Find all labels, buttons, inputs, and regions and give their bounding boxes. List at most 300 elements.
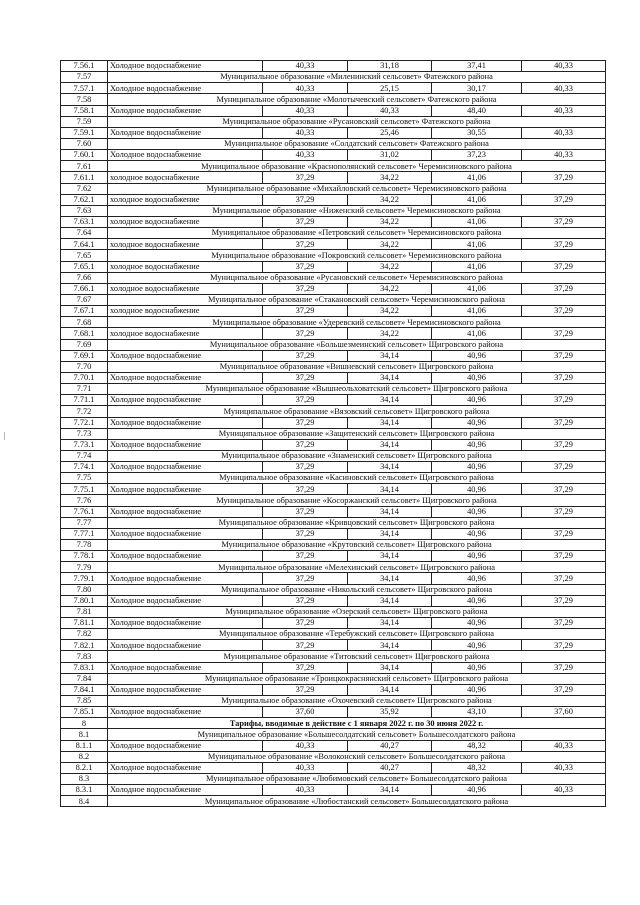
tariff-value-2: 40,33 xyxy=(348,105,432,116)
municipality-title: Муниципальное образование «Вишневский сельсовет» Щигровского района xyxy=(108,361,606,372)
tariff-value-1: 37,29 xyxy=(263,306,348,317)
row-number: 7.67.1 xyxy=(61,306,108,317)
tariff-value-4: 40,33 xyxy=(522,83,606,94)
tariff-value-4: 37,29 xyxy=(522,417,606,428)
tariff-value-4: 37,29 xyxy=(522,618,606,629)
row-number: 7.59 xyxy=(61,116,108,127)
tariff-row xyxy=(61,172,606,183)
tariff-value-4: 37,29 xyxy=(522,372,606,383)
row-number: 8.1 xyxy=(61,729,108,740)
tariff-value-4: 37,29 xyxy=(522,216,606,227)
municipality-row xyxy=(61,72,606,83)
service-name: Холодное водоснабжение xyxy=(108,127,263,138)
tariff-value-2: 31,18 xyxy=(348,61,432,72)
tariff-value-2: 34,14 xyxy=(348,417,432,428)
municipality-title: Муниципальное образование «Охочевский сельсовет» Щигровского района xyxy=(108,696,606,707)
tariff-value-1: 40,33 xyxy=(263,61,348,72)
row-number: 7.71.1 xyxy=(61,395,108,406)
tariff-value-1: 37,29 xyxy=(263,417,348,428)
tariff-row xyxy=(61,484,606,495)
tariff-row xyxy=(61,762,606,773)
municipality-title: Муниципальное образование «Косоржанский сельсовет» Щигровского района xyxy=(108,495,606,506)
municipality-row xyxy=(61,116,606,127)
service-name: Холодное водоснабжение xyxy=(108,462,263,473)
tariff-value-1: 40,33 xyxy=(263,785,348,796)
tariff-value-3: 40,96 xyxy=(432,684,522,695)
tariff-value-4: 37,29 xyxy=(522,462,606,473)
row-number: 7.83 xyxy=(61,651,108,662)
scan-mark xyxy=(4,432,5,440)
service-name: Холодное водоснабжение xyxy=(108,551,263,562)
service-name: Холодное водоснабжение xyxy=(108,506,263,517)
municipality-title: Муниципальное образование «Покровский сельсовет» Черемисиновского района xyxy=(108,250,606,261)
service-name: холодное водоснабжение xyxy=(108,306,263,317)
municipality-title: Муниципальное образование «Солдатский сельсовет» Фатежского района xyxy=(108,138,606,149)
tariff-row xyxy=(61,618,606,629)
row-number: 7.71 xyxy=(61,384,108,395)
row-number: 7.75.1 xyxy=(61,484,108,495)
tariff-value-3: 40,96 xyxy=(432,785,522,796)
row-number: 8.2.1 xyxy=(61,762,108,773)
tariff-value-4: 37,29 xyxy=(522,506,606,517)
tariff-value-3: 40,96 xyxy=(432,528,522,539)
municipality-row xyxy=(61,450,606,461)
tariff-row xyxy=(61,785,606,796)
row-number: 7.63.1 xyxy=(61,216,108,227)
tariff-value-1: 37,29 xyxy=(263,684,348,695)
tariff-value-1: 37,29 xyxy=(263,573,348,584)
tariff-row xyxy=(61,506,606,517)
tariff-row xyxy=(61,239,606,250)
tariff-value-1: 37,29 xyxy=(263,439,348,450)
service-name: Холодное водоснабжение xyxy=(108,350,263,361)
tariff-value-1: 37,29 xyxy=(263,350,348,361)
tariff-row xyxy=(61,350,606,361)
tariff-value-2: 34,22 xyxy=(348,172,432,183)
tariff-row xyxy=(61,83,606,94)
tariff-row xyxy=(61,640,606,651)
tariff-table-body xyxy=(61,61,606,807)
tariff-row xyxy=(61,395,606,406)
tariff-value-2: 35,92 xyxy=(348,707,432,718)
tariff-value-3: 40,96 xyxy=(432,439,522,450)
municipality-row xyxy=(61,428,606,439)
tariff-value-3: 41,06 xyxy=(432,283,522,294)
municipality-row xyxy=(61,272,606,283)
tariff-row xyxy=(61,707,606,718)
row-number: 7.82 xyxy=(61,629,108,640)
municipality-title: Муниципальное образование «Стакановский сельсовет» Черемисиновского района xyxy=(108,294,606,305)
tariff-value-3: 41,06 xyxy=(432,328,522,339)
tariff-value-2: 34,14 xyxy=(348,484,432,495)
row-number: 7.57.1 xyxy=(61,83,108,94)
tariff-value-4: 37,29 xyxy=(522,484,606,495)
tariff-value-1: 37,29 xyxy=(263,662,348,673)
tariff-value-2: 34,14 xyxy=(348,640,432,651)
municipality-row xyxy=(61,562,606,573)
tariff-row xyxy=(61,328,606,339)
tariff-row xyxy=(61,306,606,317)
tariff-row xyxy=(61,372,606,383)
municipality-row xyxy=(61,294,606,305)
tariff-value-1: 37,29 xyxy=(263,528,348,539)
row-number: 7.73 xyxy=(61,428,108,439)
tariff-value-1: 37,29 xyxy=(263,216,348,227)
municipality-row xyxy=(61,584,606,595)
service-name: холодное водоснабжение xyxy=(108,194,263,205)
tariff-value-4: 37,29 xyxy=(522,194,606,205)
tariff-value-4: 37,29 xyxy=(522,595,606,606)
row-number: 7.77.1 xyxy=(61,528,108,539)
municipality-title: Муниципальное образование «Большезмеинский сельсовет» Щигровского района xyxy=(108,339,606,350)
tariff-value-1: 40,33 xyxy=(263,83,348,94)
tariff-row xyxy=(61,573,606,584)
tariff-value-4: 40,33 xyxy=(522,762,606,773)
row-number: 8.3.1 xyxy=(61,785,108,796)
row-number: 7.67 xyxy=(61,294,108,305)
tariff-value-3: 41,06 xyxy=(432,239,522,250)
tariff-value-1: 40,33 xyxy=(263,762,348,773)
tariff-value-2: 34,22 xyxy=(348,306,432,317)
tariff-value-1: 37,29 xyxy=(263,261,348,272)
tariff-value-3: 41,06 xyxy=(432,172,522,183)
tariff-value-1: 37,29 xyxy=(263,395,348,406)
row-number: 7.81 xyxy=(61,606,108,617)
municipality-row xyxy=(61,317,606,328)
row-number: 7.65 xyxy=(61,250,108,261)
service-name: Холодное водоснабжение xyxy=(108,417,263,428)
municipality-row xyxy=(61,673,606,684)
service-name: холодное водоснабжение xyxy=(108,172,263,183)
service-name: холодное водоснабжение xyxy=(108,283,263,294)
municipality-title: Муниципальное образование «Крутовский сельсовет» Щигровского района xyxy=(108,540,606,551)
row-number: 7.63 xyxy=(61,205,108,216)
tariff-value-1: 37,60 xyxy=(263,707,348,718)
municipality-title: Муниципальное образование «Волоконский сельсовет» Большесолдатского района xyxy=(108,751,606,762)
service-name: Холодное водоснабжение xyxy=(108,439,263,450)
tariff-value-1: 37,29 xyxy=(263,328,348,339)
tariff-value-3: 48,32 xyxy=(432,740,522,751)
municipality-title: Муниципальное образование «Любостанский сельсовет» Большесолдатского района xyxy=(108,796,606,807)
municipality-row xyxy=(61,384,606,395)
tariff-value-1: 40,33 xyxy=(263,105,348,116)
tariff-value-2: 34,14 xyxy=(348,573,432,584)
tariff-value-4: 37,29 xyxy=(522,662,606,673)
tariff-value-3: 41,06 xyxy=(432,216,522,227)
tariff-row xyxy=(61,417,606,428)
municipality-row xyxy=(61,651,606,662)
service-name: Холодное водоснабжение xyxy=(108,61,263,72)
row-number: 7.80 xyxy=(61,584,108,595)
municipality-row xyxy=(61,406,606,417)
tariff-value-4: 37,29 xyxy=(522,283,606,294)
row-number: 7.65.1 xyxy=(61,261,108,272)
tariff-value-4: 37,29 xyxy=(522,439,606,450)
tariff-value-2: 34,22 xyxy=(348,261,432,272)
section-row xyxy=(61,718,606,729)
municipality-row xyxy=(61,94,606,105)
row-number: 7.56.1 xyxy=(61,61,108,72)
tariff-value-2: 34,14 xyxy=(348,350,432,361)
tariff-value-4: 37,29 xyxy=(522,172,606,183)
municipality-row xyxy=(61,774,606,785)
tariff-row xyxy=(61,127,606,138)
tariff-value-1: 37,29 xyxy=(263,239,348,250)
service-name: Холодное водоснабжение xyxy=(108,83,263,94)
row-number: 7.80.1 xyxy=(61,595,108,606)
municipality-title: Муниципальное образование «Касиновский сельсовет» Щигровского района xyxy=(108,473,606,484)
service-name: Холодное водоснабжение xyxy=(108,150,263,161)
municipality-title: Муниципальное образование «Озерский сельсовет» Щигровского района xyxy=(108,606,606,617)
municipality-title: Муниципальное образование «Русановский сельсовет» Черемисиновского района xyxy=(108,272,606,283)
row-number: 7.60 xyxy=(61,138,108,149)
tariff-row xyxy=(61,595,606,606)
section-title: Тарифы, вводимые в действие с 1 января 2022 г. по 30 июня 2022 г. xyxy=(108,718,606,729)
tariff-value-3: 30,55 xyxy=(432,127,522,138)
tariff-row xyxy=(61,194,606,205)
tariff-value-1: 40,33 xyxy=(263,740,348,751)
municipality-title: Муниципальное образование «Краснополянский сельсовет» Черемисиновского района xyxy=(108,161,606,172)
row-number: 7.61 xyxy=(61,161,108,172)
tariff-value-4: 40,33 xyxy=(522,61,606,72)
tariff-value-2: 34,14 xyxy=(348,528,432,539)
municipality-row xyxy=(61,339,606,350)
municipality-row xyxy=(61,629,606,640)
tariff-value-1: 37,29 xyxy=(263,551,348,562)
tariff-value-3: 41,06 xyxy=(432,306,522,317)
tariff-value-4: 37,29 xyxy=(522,328,606,339)
municipality-title: Муниципальное образование «Миленинский сельсовет» Фатежского района xyxy=(108,72,606,83)
tariff-table xyxy=(60,60,606,807)
row-number: 7.78.1 xyxy=(61,551,108,562)
tariff-value-2: 34,22 xyxy=(348,216,432,227)
municipality-title: Муниципальное образование «Троицкокраснянский сельсовет» Щигровского района xyxy=(108,673,606,684)
tariff-row xyxy=(61,261,606,272)
service-name: Холодное водоснабжение xyxy=(108,618,263,629)
row-number: 8.4 xyxy=(61,796,108,807)
tariff-value-3: 40,96 xyxy=(432,573,522,584)
municipality-title: Муниципальное образование «Кривцовский сельсовет» Щигровского района xyxy=(108,517,606,528)
tariff-value-4: 37,29 xyxy=(522,350,606,361)
municipality-row xyxy=(61,161,606,172)
tariff-value-3: 41,06 xyxy=(432,194,522,205)
service-name: Холодное водоснабжение xyxy=(108,684,263,695)
row-number: 7.72 xyxy=(61,406,108,417)
row-number: 7.72.1 xyxy=(61,417,108,428)
tariff-value-1: 37,29 xyxy=(263,640,348,651)
tariff-value-3: 40,96 xyxy=(432,640,522,651)
tariff-row xyxy=(61,61,606,72)
municipality-title: Муниципальное образование «Молотычевский сельсовет» Фатежского района xyxy=(108,94,606,105)
tariff-value-3: 40,96 xyxy=(432,372,522,383)
service-name: Холодное водоснабжение xyxy=(108,573,263,584)
row-number: 7.69.1 xyxy=(61,350,108,361)
municipality-title: Муниципальное образование «Петровский сельсовет» Черемисиновского района xyxy=(108,228,606,239)
service-name: Холодное водоснабжение xyxy=(108,640,263,651)
municipality-title: Муниципальное образование «Русановский сельсовет» Фатежского района xyxy=(108,116,606,127)
tariff-value-2: 40,27 xyxy=(348,762,432,773)
row-number: 7.66 xyxy=(61,272,108,283)
row-number: 7.58.1 xyxy=(61,105,108,116)
tariff-value-4: 37,29 xyxy=(522,684,606,695)
tariff-row xyxy=(61,216,606,227)
service-name: холодное водоснабжение xyxy=(108,261,263,272)
row-number: 7.68 xyxy=(61,317,108,328)
service-name: Холодное водоснабжение xyxy=(108,528,263,539)
municipality-row xyxy=(61,473,606,484)
municipality-title: Муниципальное образование «Титовский сельсовет» Щигровского района xyxy=(108,651,606,662)
municipality-title: Муниципальное образование «Вязовский сельсовет» Щигровского района xyxy=(108,406,606,417)
service-name: Холодное водоснабжение xyxy=(108,395,263,406)
tariff-value-3: 40,96 xyxy=(432,484,522,495)
tariff-value-2: 34,14 xyxy=(348,372,432,383)
service-name: Холодное водоснабжение xyxy=(108,707,263,718)
service-name: Холодное водоснабжение xyxy=(108,740,263,751)
tariff-value-3: 40,96 xyxy=(432,551,522,562)
tariff-row xyxy=(61,551,606,562)
service-name: Холодное водоснабжение xyxy=(108,595,263,606)
municipality-row xyxy=(61,540,606,551)
tariff-value-3: 48,32 xyxy=(432,762,522,773)
tariff-value-1: 37,29 xyxy=(263,595,348,606)
tariff-row xyxy=(61,462,606,473)
municipality-row xyxy=(61,183,606,194)
tariff-value-1: 37,29 xyxy=(263,618,348,629)
row-number: 7.61.1 xyxy=(61,172,108,183)
tariff-value-4: 37,29 xyxy=(522,640,606,651)
tariff-value-2: 34,14 xyxy=(348,684,432,695)
tariff-row xyxy=(61,283,606,294)
tariff-value-2: 40,27 xyxy=(348,740,432,751)
service-name: Холодное водоснабжение xyxy=(108,105,263,116)
row-number: 7.78 xyxy=(61,540,108,551)
tariff-value-2: 25,15 xyxy=(348,83,432,94)
tariff-value-4: 40,33 xyxy=(522,150,606,161)
row-number: 7.77 xyxy=(61,517,108,528)
municipality-row xyxy=(61,205,606,216)
service-name: Холодное водоснабжение xyxy=(108,762,263,773)
service-name: Холодное водоснабжение xyxy=(108,484,263,495)
tariff-row xyxy=(61,439,606,450)
tariff-value-3: 40,96 xyxy=(432,662,522,673)
tariff-value-3: 40,96 xyxy=(432,618,522,629)
row-number: 7.75 xyxy=(61,473,108,484)
tariff-value-3: 41,06 xyxy=(432,261,522,272)
tariff-value-1: 37,29 xyxy=(263,462,348,473)
row-number: 7.64.1 xyxy=(61,239,108,250)
tariff-value-3: 40,96 xyxy=(432,506,522,517)
municipality-row xyxy=(61,696,606,707)
municipality-row xyxy=(61,517,606,528)
row-number: 7.73.1 xyxy=(61,439,108,450)
tariff-value-2: 34,14 xyxy=(348,439,432,450)
tariff-value-3: 40,96 xyxy=(432,595,522,606)
tariff-value-2: 25,46 xyxy=(348,127,432,138)
row-number: 7.85.1 xyxy=(61,707,108,718)
row-number: 7.81.1 xyxy=(61,618,108,629)
tariff-row xyxy=(61,105,606,116)
row-number: 7.82.1 xyxy=(61,640,108,651)
municipality-row xyxy=(61,495,606,506)
tariff-value-3: 40,96 xyxy=(432,462,522,473)
tariff-value-1: 37,29 xyxy=(263,372,348,383)
tariff-value-1: 37,29 xyxy=(263,283,348,294)
municipality-row xyxy=(61,796,606,807)
row-number: 7.83.1 xyxy=(61,662,108,673)
tariff-value-2: 34,14 xyxy=(348,618,432,629)
tariff-value-2: 34,22 xyxy=(348,328,432,339)
tariff-value-3: 40,96 xyxy=(432,417,522,428)
service-name: холодное водоснабжение xyxy=(108,239,263,250)
tariff-value-3: 40,96 xyxy=(432,350,522,361)
municipality-row xyxy=(61,250,606,261)
row-number: 7.68.1 xyxy=(61,328,108,339)
tariff-value-2: 34,14 xyxy=(348,551,432,562)
municipality-title: Муниципальное образование «Вышнеольховатский сельсовет» Щигровского района xyxy=(108,384,606,395)
row-number: 7.57 xyxy=(61,72,108,83)
municipality-row xyxy=(61,751,606,762)
row-number: 7.59.1 xyxy=(61,127,108,138)
row-number: 7.85 xyxy=(61,696,108,707)
tariff-value-3: 37,23 xyxy=(432,150,522,161)
tariff-value-1: 37,29 xyxy=(263,172,348,183)
tariff-row xyxy=(61,662,606,673)
tariff-value-4: 37,29 xyxy=(522,528,606,539)
tariff-value-2: 34,14 xyxy=(348,395,432,406)
tariff-value-2: 34,22 xyxy=(348,239,432,250)
tariff-value-4: 37,29 xyxy=(522,395,606,406)
row-number: 7.84.1 xyxy=(61,684,108,695)
municipality-title: Муниципальное образование «Защитенский сельсовет» Щигровского района xyxy=(108,428,606,439)
service-name: Холодное водоснабжение xyxy=(108,785,263,796)
row-number: 7.84 xyxy=(61,673,108,684)
tariff-value-4: 37,29 xyxy=(522,239,606,250)
tariff-value-3: 48,40 xyxy=(432,105,522,116)
tariff-value-4: 40,33 xyxy=(522,785,606,796)
tariff-value-4: 37,29 xyxy=(522,306,606,317)
tariff-value-1: 37,29 xyxy=(263,484,348,495)
tariff-value-2: 31,02 xyxy=(348,150,432,161)
service-name: холодное водоснабжение xyxy=(108,216,263,227)
tariff-row xyxy=(61,684,606,695)
tariff-value-2: 34,14 xyxy=(348,462,432,473)
row-number: 7.66.1 xyxy=(61,283,108,294)
municipality-row xyxy=(61,138,606,149)
tariff-value-1: 40,33 xyxy=(263,150,348,161)
tariff-row xyxy=(61,528,606,539)
row-number: 7.79.1 xyxy=(61,573,108,584)
row-number: 7.76.1 xyxy=(61,506,108,517)
municipality-title: Муниципальное образование «Большесолдатский сельсовет» Большесолдатского района xyxy=(108,729,606,740)
municipality-title: Муниципальное образование «Удеревский сельсовет» Черемисиновского района xyxy=(108,317,606,328)
municipality-row xyxy=(61,606,606,617)
row-number: 7.76 xyxy=(61,495,108,506)
service-name: холодное водоснабжение xyxy=(108,328,263,339)
tariff-value-3: 43,10 xyxy=(432,707,522,718)
row-number: 7.74.1 xyxy=(61,462,108,473)
municipality-row xyxy=(61,361,606,372)
municipality-row xyxy=(61,729,606,740)
tariff-value-4: 37,29 xyxy=(522,261,606,272)
tariff-value-1: 37,29 xyxy=(263,194,348,205)
municipality-title: Муниципальное образование «Мелехинский сельсовет» Щигровского района xyxy=(108,562,606,573)
tariff-value-3: 37,41 xyxy=(432,61,522,72)
tariff-value-1: 37,29 xyxy=(263,506,348,517)
service-name: Холодное водоснабжение xyxy=(108,662,263,673)
tariff-row xyxy=(61,740,606,751)
municipality-title: Муниципальное образование «Михайловский сельсовет» Черемисиновского района xyxy=(108,183,606,194)
row-number: 7.74 xyxy=(61,450,108,461)
